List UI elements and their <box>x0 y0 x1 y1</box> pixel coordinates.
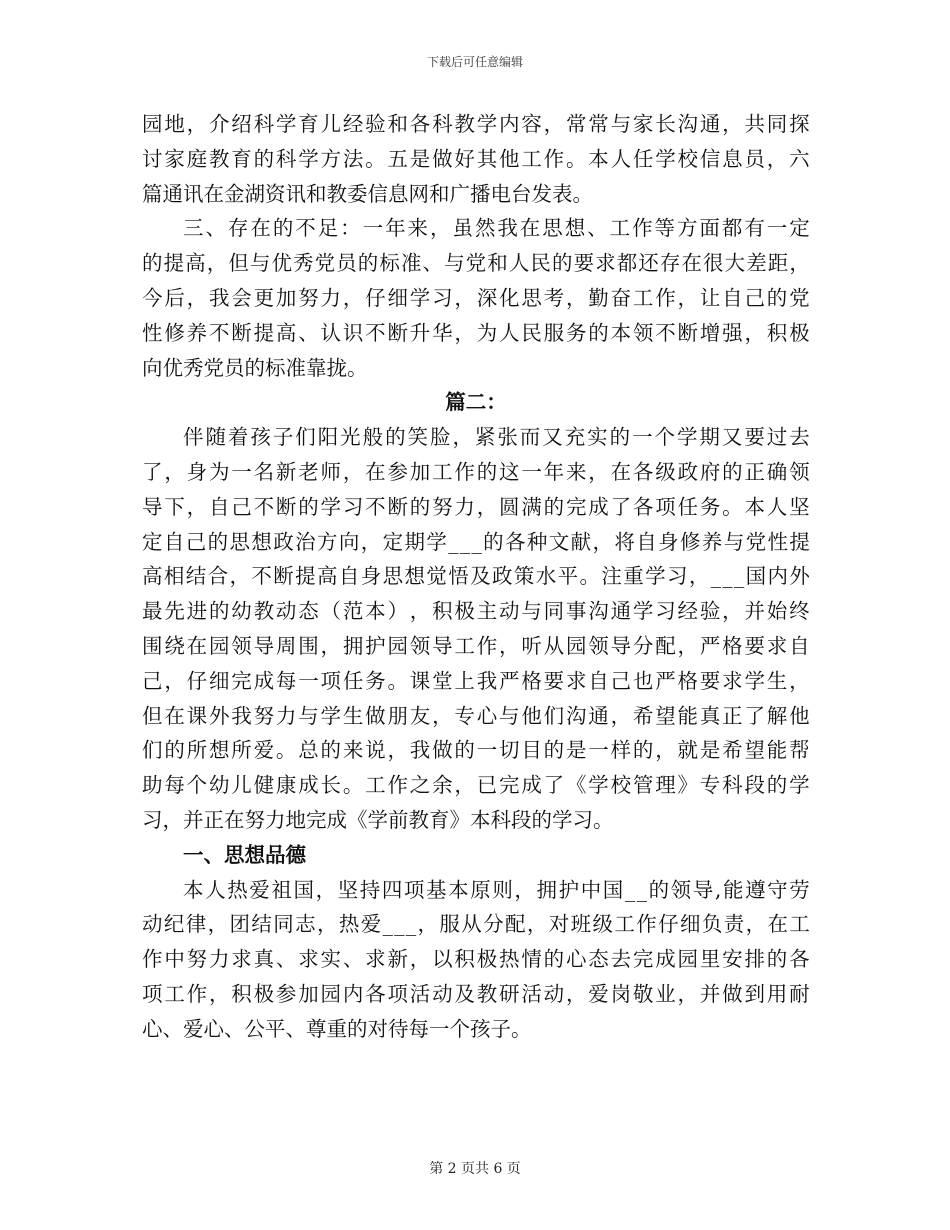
text-line: 讨 家 庭 教 育 的 科 学 方 法 。 五 是 做 好 其 他 工 作 。 本 人 任 学 校 信 息 员 ， 六 <box>142 146 810 171</box>
page-number: 第 2 页共 6 页 <box>429 1161 521 1177</box>
text-line: 项 工 作 ， 积 极 参 加 园 内 各 项 活 动 及 教 研 活 动 ， 爱 岗 敬 业 ， 并 做 到 用 耐 <box>142 981 810 1006</box>
text-line: 动 纪 律 ， 团 结 同 志 ， 热 爱 _ _ _ ， 服 从 分 配 ， 对 班 级 工 作 仔 细 负 责 ， 在 工 <box>142 912 810 937</box>
text-line: 向优秀党员的标准靠拢。 <box>142 355 368 380</box>
text-line: 高 相 结 合 ， 不 断 提 高 自 身 思 想 觉 悟 及 政 策 水 平 。 注 重 学 习 ， _ _ _ 国 内 外 <box>142 564 810 589</box>
text-line: 伴 随 着 孩 子 们 阳 光 般 的 笑 脸 ， 紧 张 而 又 充 实 的 一 个 学 期 又 要 过 去 <box>183 425 810 450</box>
text-line: 但 在 课 外 我 努 力 与 学 生 做 朋 友 ， 专 心 与 他 们 沟 通 ， 希 望 能 真 正 了 解 他 <box>142 703 810 728</box>
text-line: 们 的 所 想 所 爱 。 总 的 来 说 ， 我 做 的 一 切 目 的 是 一 样 的 ， 就 是 希 望 能 帮 <box>142 738 810 763</box>
text-line: 助 每 个 幼 儿 健 康 成 长 。 工 作 之 余 ， 已 完 成 了 《 学 校 管 理 》 专 科 段 的 学 <box>142 773 810 798</box>
section-heading: 一、思想品德 <box>183 842 306 867</box>
text-line: 三 、 存 在 的 不 足 ： 一 年 来 ， 虽 然 我 在 思 想 、 工 作 等 方 面 都 有 一 定 <box>183 216 810 241</box>
text-line: 最 先 进 的 幼 教 动 态 （ 范 本 ） ， 积 极 主 动 与 同 事 沟 通 学 习 经 验 ， 并 始 终 <box>142 599 810 624</box>
text-line: 定 自 己 的 思 想 政 治 方 向 ， 定 期 学 _ _ _ 的 各 种 文 献 ， 将 自 身 修 养 与 党 性 提 <box>142 529 810 554</box>
document-body <box>142 107 810 1047</box>
text-line: 导 下 ， 自 己 不 断 的 学 习 不 断 的 努 力 ， 圆 满 的 完 成 了 各 项 任 务 。 本 人 坚 <box>142 494 810 519</box>
text-line: 性 修 养 不 断 提 高 、 认 识 不 断 升 华 ， 为 人 民 服 务 的 本 领 不 断 增 强 ， 积 极 <box>142 320 810 345</box>
text-line: 心、爱心、公平、尊重的对待每一个孩子。 <box>142 1016 532 1041</box>
text-line: 今 后 ， 我 会 更 加 努 力 ， 仔 细 学 习 ， 深 化 思 考 ， 勤 奋 工 作 ， 让 自 己 的 党 <box>142 285 810 310</box>
text-line: 习，并正在努力地完成《学前教育》本科段的学习。 <box>142 807 614 832</box>
text-line: 了 ， 身 为 一 名 新 老 师 ， 在 参 加 工 作 的 这 一 年 来 ， 在 各 级 政 府 的 正 确 领 <box>142 459 810 484</box>
text-line: 园 地 ， 介 绍 科 学 育 儿 经 验 和 各 科 教 学 内 容 ， 常 常 与 家 长 沟 通 ， 共 同 探 <box>142 112 810 136</box>
section-heading: 篇二： <box>445 390 507 415</box>
text-line: 围 绕 在 园 领 导 周 围 ， 拥 护 园 领 导 工 作 ， 听 从 园 领 导 分 配 ， 严 格 要 求 自 <box>142 633 810 658</box>
text-line: 本 人 热 爱 祖 国 ， 坚 持 四 项 基 本 原 则 ， 拥 护 中 国 _ _ 的 领 导 , 能 遵 守 劳 <box>183 877 810 902</box>
text-line: 的 提 高 ， 但 与 优 秀 党 员 的 标 准 、 与 党 和 人 民 的 要 求 都 还 存 在 很 大 差 距 ， <box>142 251 810 276</box>
text-line: 己 ， 仔 细 完 成 每 一 项 任 务 。 课 堂 上 我 严 格 要 求 自 己 也 严 格 要 求 学 生 ， <box>142 668 810 693</box>
text-line: 篇通讯在金湖资讯和教委信息网和广播电台发表。 <box>142 181 593 206</box>
text-line: 作 中 努 力 求 真 、 求 实 、 求 新 ， 以 积 极 热 情 的 心 态 去 完 成 园 里 安 排 的 各 <box>142 947 810 972</box>
page-header-note: 下载后可任意编辑 <box>426 55 523 69</box>
